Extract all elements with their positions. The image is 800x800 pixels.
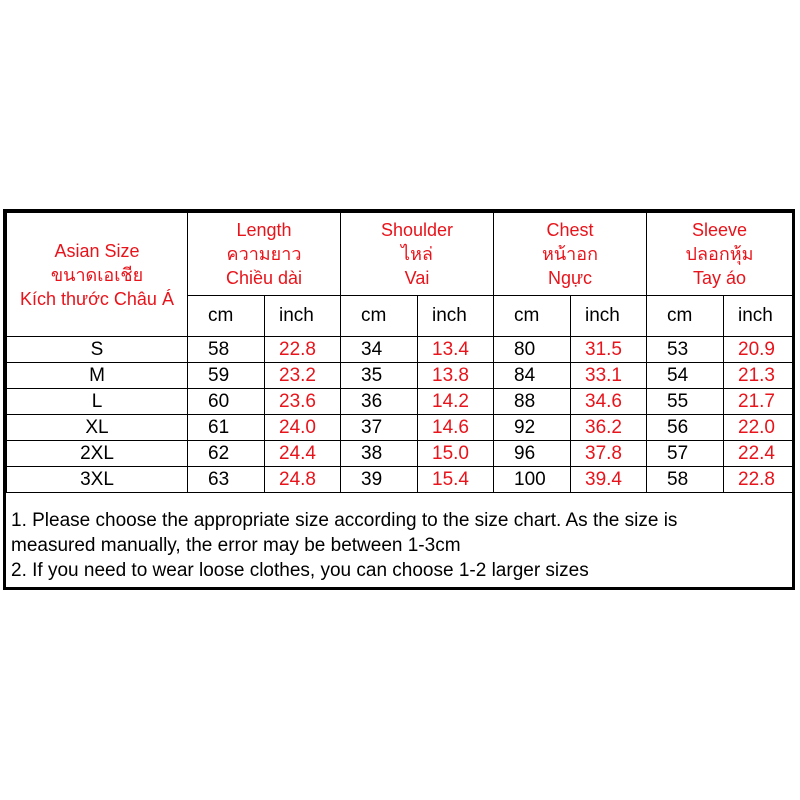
shoulder-inch-cell: 15.0 [418, 441, 494, 467]
note-line: 1. Please choose the appropriate size according to the size chart. As the size is [11, 510, 678, 531]
size-chart [3, 209, 795, 590]
size-cell: M [7, 363, 188, 389]
chest-cm-cell: 80 [494, 337, 571, 363]
table-row [7, 337, 793, 363]
asian-size-header [7, 213, 188, 337]
sleeve-header [647, 213, 793, 296]
asian-size-en: Asian Size [54, 240, 140, 261]
size-cell: 2XL [7, 441, 188, 467]
sleeve-cm-cell: 57 [647, 441, 724, 467]
sleeve-cm-cell: 55 [647, 389, 724, 415]
sleeve-vi: Tay áo [692, 268, 747, 288]
sleeve-inch-cell: 22.4 [724, 441, 793, 467]
unit-cm: cm [341, 296, 418, 337]
size-cell: S [7, 337, 188, 363]
length-cm-cell: 62 [188, 441, 265, 467]
unit-inch: inch [418, 296, 494, 337]
length-cm-cell: 63 [188, 467, 265, 493]
length-th: ความยาว [226, 244, 302, 264]
shoulder-cm-cell: 36 [341, 389, 418, 415]
shoulder-inch-cell: 13.4 [418, 337, 494, 363]
chest-header [494, 213, 647, 296]
header-row-groups [7, 213, 793, 296]
shoulder-cm-cell: 35 [341, 363, 418, 389]
length-inch-cell: 24.8 [265, 467, 341, 493]
sleeve-cm-cell: 54 [647, 363, 724, 389]
chest-inch-cell: 37.8 [571, 441, 647, 467]
chest-en: Chest [546, 220, 594, 240]
shoulder-en: Shoulder [380, 220, 454, 240]
sleeve-cm-cell: 53 [647, 337, 724, 363]
sleeve-inch-cell: 21.3 [724, 363, 793, 389]
chest-cm-cell: 100 [494, 467, 571, 493]
length-vi: Chiều dài [225, 268, 303, 288]
unit-inch: inch [724, 296, 793, 337]
length-inch-cell: 23.2 [265, 363, 341, 389]
length-inch-cell: 22.8 [265, 337, 341, 363]
chest-inch-cell: 39.4 [571, 467, 647, 493]
chest-inch-cell: 33.1 [571, 363, 647, 389]
size-cell: L [7, 389, 188, 415]
shoulder-header [341, 213, 494, 296]
note-line: 2. If you need to wear loose clothes, you can choose 1-2 larger sizes [11, 560, 589, 581]
chest-cm-cell: 92 [494, 415, 571, 441]
sleeve-cm-cell: 58 [647, 467, 724, 493]
shoulder-inch-cell: 14.6 [418, 415, 494, 441]
chest-cm-cell: 88 [494, 389, 571, 415]
shoulder-th: ไหล่ [401, 244, 433, 264]
table-row [7, 363, 793, 389]
chest-cm-cell: 96 [494, 441, 571, 467]
sleeve-inch-cell: 22.8 [724, 467, 793, 493]
sleeve-cm-cell: 56 [647, 415, 724, 441]
shoulder-inch-cell: 13.8 [418, 363, 494, 389]
chest-inch-cell: 31.5 [571, 337, 647, 363]
chest-th: หน้าอก [542, 244, 598, 264]
length-inch-cell: 24.4 [265, 441, 341, 467]
asian-size-vi: Kích thước Châu Á [20, 288, 174, 309]
chest-inch-cell: 36.2 [571, 415, 647, 441]
chest-inch-cell: 34.6 [571, 389, 647, 415]
shoulder-cm-cell: 37 [341, 415, 418, 441]
unit-inch: inch [265, 296, 341, 337]
table-row [7, 441, 793, 467]
length-cm-cell: 60 [188, 389, 265, 415]
size-notes [11, 508, 791, 583]
sleeve-th: ปลอกหุ้ม [685, 244, 754, 264]
size-table [6, 212, 793, 493]
length-inch-cell: 24.0 [265, 415, 341, 441]
unit-cm: cm [188, 296, 265, 337]
shoulder-inch-cell: 15.4 [418, 467, 494, 493]
shoulder-cm-cell: 39 [341, 467, 418, 493]
unit-inch: inch [571, 296, 647, 337]
sleeve-inch-cell: 21.7 [724, 389, 793, 415]
sleeve-en: Sleeve [691, 220, 748, 240]
table-row [7, 467, 793, 493]
shoulder-inch-cell: 14.2 [418, 389, 494, 415]
note-line: measured manually, the error may be between 1-3cm [11, 535, 461, 556]
shoulder-vi: Vai [404, 268, 430, 288]
chest-cm-cell: 84 [494, 363, 571, 389]
size-cell: 3XL [7, 467, 188, 493]
shoulder-cm-cell: 38 [341, 441, 418, 467]
length-en: Length [236, 220, 292, 240]
length-cm-cell: 58 [188, 337, 265, 363]
table-row [7, 415, 793, 441]
size-cell: XL [7, 415, 188, 441]
chest-vi: Ngực [547, 268, 593, 288]
sleeve-inch-cell: 20.9 [724, 337, 793, 363]
unit-cm: cm [494, 296, 571, 337]
length-header [188, 213, 341, 296]
length-cm-cell: 59 [188, 363, 265, 389]
length-cm-cell: 61 [188, 415, 265, 441]
sleeve-inch-cell: 22.0 [724, 415, 793, 441]
table-row [7, 389, 793, 415]
unit-cm: cm [647, 296, 724, 337]
length-inch-cell: 23.6 [265, 389, 341, 415]
shoulder-cm-cell: 34 [341, 337, 418, 363]
asian-size-th: ขนาดเอเชีย [50, 264, 144, 285]
